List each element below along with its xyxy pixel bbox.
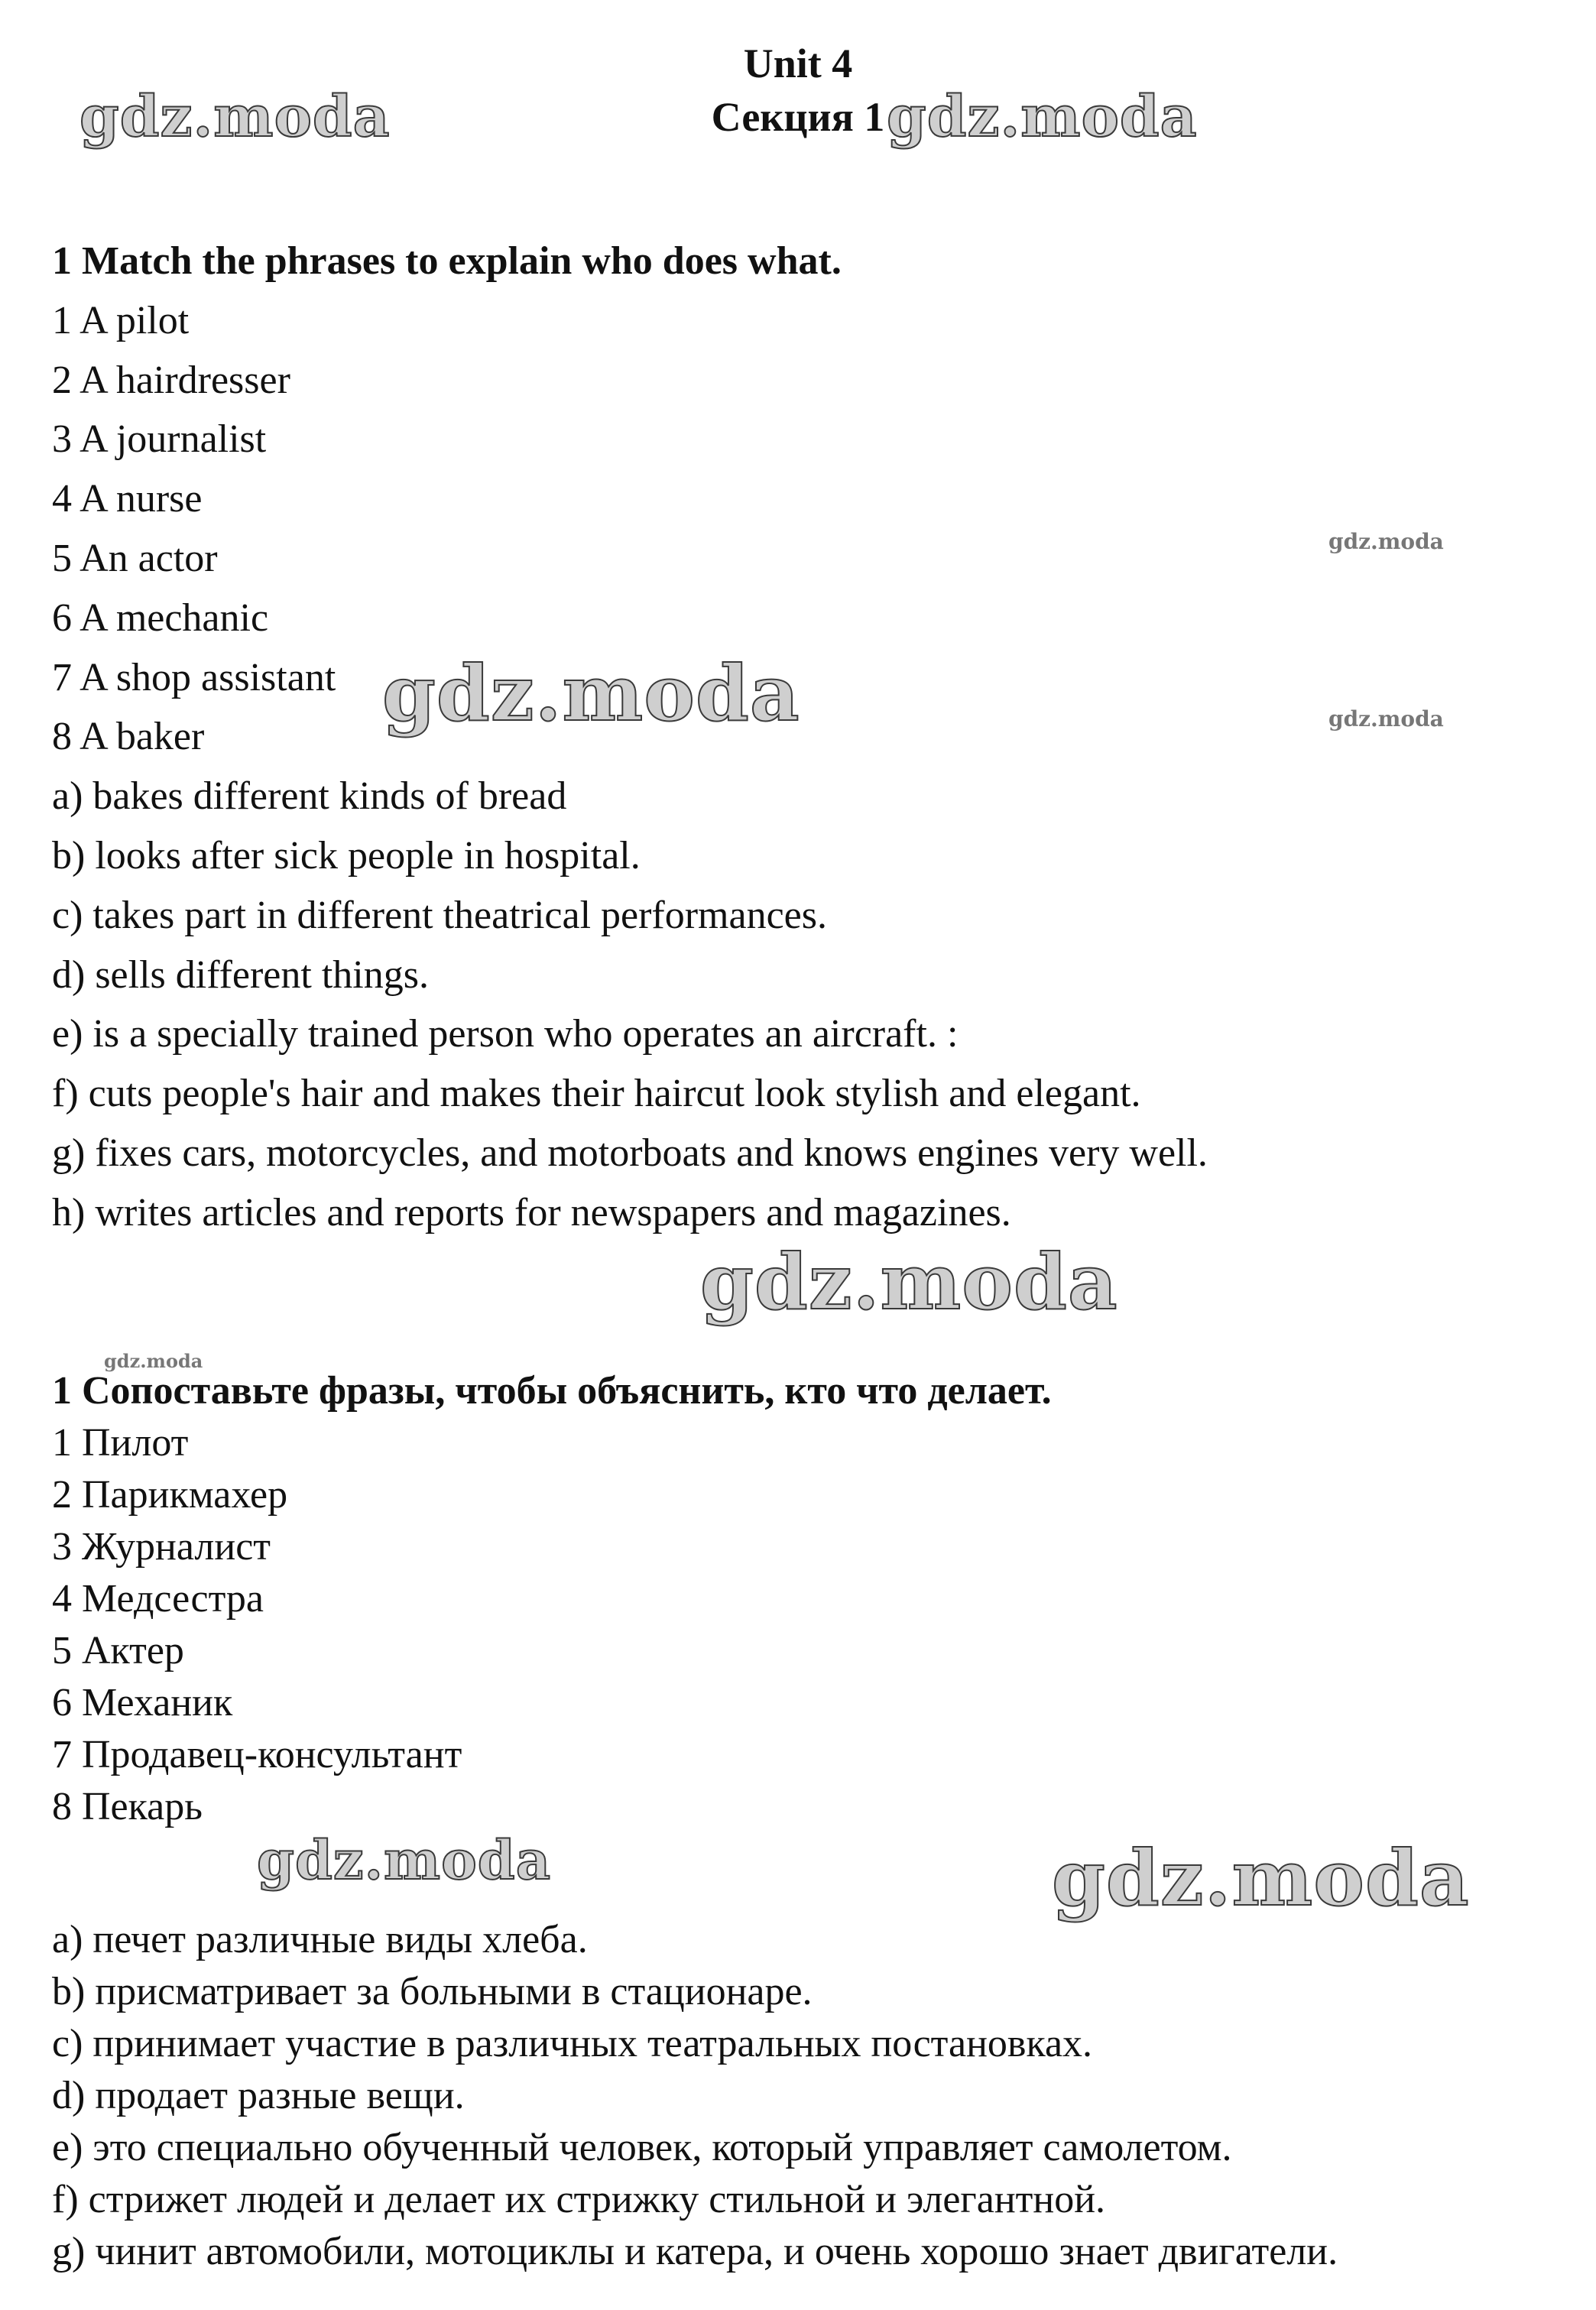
watermark: gdz.moda	[700, 1237, 1118, 1327]
english-heading: 1 Match the phrases to explain who does what.	[52, 239, 842, 283]
russian-description-item: b) присматривает за больными в стационаре.	[52, 1970, 813, 2013]
english-profession-item: 6 A mechanic	[52, 595, 269, 640]
english-description-item: g) fixes cars, motorcycles, and motorboats and knows engines very well.	[52, 1131, 1208, 1175]
english-profession-item: 4 A nurse	[52, 477, 203, 521]
russian-profession-item: 5 Актер	[52, 1629, 184, 1672]
unit-title: Unit 4	[743, 41, 853, 86]
english-description-item: h) writes articles and reports for newspapers and magazines.	[52, 1190, 1011, 1234]
watermark: gdz.moda	[382, 648, 800, 738]
english-description-item: b) looks after sick people in hospital.	[52, 833, 641, 878]
english-description-item: f) cuts people's hair and makes their haircut look stylish and elegant.	[52, 1072, 1141, 1116]
russian-description-item: d) продает разные вещи.	[52, 2074, 465, 2117]
watermark: gdz.moda	[1052, 1833, 1470, 1923]
russian-description-item: g) чинит автомобили, мотоциклы и катера, и очень хорошо знает двигатели.	[52, 2230, 1338, 2273]
english-description-item: a) bakes different kinds of bread	[52, 774, 567, 819]
watermark: gdz.moda	[79, 84, 391, 150]
section-title: Секция 1	[711, 94, 885, 140]
english-profession-item: 3 A journalist	[52, 417, 267, 462]
english-profession-item: 7 A shop assistant	[52, 655, 336, 699]
russian-description-item: e) это специально обученный человек, который управляет самолетом.	[52, 2126, 1232, 2169]
english-exercise	[52, 232, 1565, 1243]
english-description-item: d) sells different things.	[52, 952, 429, 997]
watermark: gdz.moda	[1328, 706, 1444, 732]
watermark: gdz.moda	[104, 1350, 203, 1372]
russian-profession-item: 1 Пилот	[52, 1421, 189, 1465]
english-profession-item: 8 A baker	[52, 715, 205, 759]
russian-profession-item: 8 Пекарь	[52, 1785, 203, 1828]
russian-description-item: c) принимает участие в различных театральных постановках.	[52, 2022, 1093, 2065]
russian-exercise	[52, 1365, 1565, 2278]
russian-profession-item: 7 Продавец-консультант	[52, 1733, 462, 1776]
watermark: gdz.moda	[887, 84, 1198, 150]
english-description-item: e) is a specially trained person who operates an aircraft. :	[52, 1012, 959, 1056]
watermark: gdz.moda	[1328, 529, 1444, 554]
russian-description-item: f) стрижет людей и делает их стрижку стильной и элегантной.	[52, 2178, 1106, 2221]
english-profession-item: 2 A hairdresser	[52, 358, 290, 402]
english-profession-item: 1 A pilot	[52, 298, 190, 342]
russian-profession-item: 6 Механик	[52, 1681, 233, 1724]
russian-profession-item: 3 Журналист	[52, 1525, 271, 1569]
english-description-item: c) takes part in different theatrical performances.	[52, 893, 827, 937]
watermark: gdz.moda	[257, 1828, 552, 1892]
russian-heading: 1 Сопоставьте фразы, чтобы объяснить, кто что делает.	[52, 1369, 1052, 1413]
russian-description-item: a) печет различные виды хлеба.	[52, 1918, 588, 1961]
english-profession-item: 5 An actor	[52, 536, 218, 580]
russian-profession-item: 2 Парикмахер	[52, 1473, 288, 1517]
russian-profession-item: 4 Медсестра	[52, 1577, 264, 1621]
